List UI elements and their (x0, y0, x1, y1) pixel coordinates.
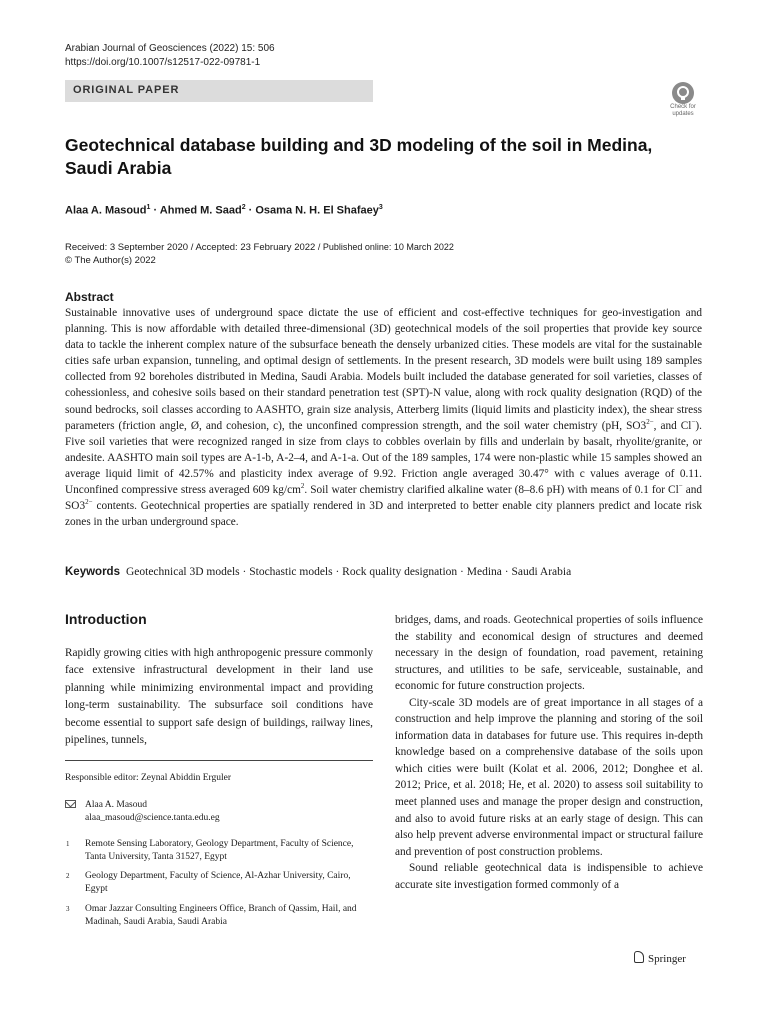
abstract-heading: Abstract (65, 290, 114, 304)
check-for-updates-badge[interactable] (661, 82, 705, 124)
published-date: / Published online: 10 March 2022 (315, 242, 454, 252)
article-dates (65, 241, 454, 267)
affiliation-number: 2 (66, 872, 70, 880)
abstract-sup: − (678, 482, 683, 491)
abstract-text: and SO3 (65, 484, 703, 513)
author-name[interactable]: Alaa A. Masoud (65, 204, 147, 217)
intro-paragraph: Sound reliable geotechnical data is indispensible to achieve accurate site investigation formed commonly of a (395, 862, 703, 891)
intro-paragraph: City-scale 3D models are of great importance in all stages of a construction and help improve the planning and storing of the soil information data in databases for future use. This requires in-depth knowledge based on a comprehensive database of the soils upon which cities were built (Kolat et al. 2006, 2012; Donghee et al. 2012; Price, et al. 2018; He, et al. 2020) to assess soil suitability to meet planned uses and manage the proper design and construction, and also to avoid future risks at an early stage of design. This can also help prevent adverse environmental impact or structural failure and prevention of post construction problems. (395, 696, 703, 858)
abstract-text: Sustainable innovative uses of underground space dictate the use of efficient and cost-effective techniques for geo-investigation and planning. This is now affordable with detailed three-dimensional (3D) geotechnical models of the soil properties that provide key source data to tackle the inherent complex nature of the subsurface beneath the densely urbanized cities. These models are vital for the sustainable cities safe urban expansion, tunneling, and optimal design of settlements. In the present research, 3D models were built using 189 samples collected from 92 boreholes distributed in Medina, Saudi Arabia. Models built included the database generated for soil varieties, classes of cohessionless, and cohesive soils based on their standard penetration test (SPT)-N value, along with rock quality designation (RQD) of the sound bedrocks, soil classes according to AASHTO, grain size analysis, Atterberg limits (liquid limits and plasticity index), the shear stress parameters (friction angle, Ø, and cohesion, c), the unconfined compression strength, and the soil water chemistry (pH, SO3 (65, 307, 702, 432)
corresponding-author (85, 799, 220, 824)
paper-title: Geotechnical database building and 3D modeling of the soil in Medina, Saudi Arabia (65, 135, 653, 178)
envelope-icon (65, 800, 76, 808)
publisher-name: Springer (648, 953, 686, 965)
section-label: ORIGINAL PAPER (73, 84, 180, 96)
section-ribbon (65, 80, 373, 102)
copyright-notice: © The Author(s) 2022 (65, 255, 156, 266)
author-list (65, 204, 383, 217)
abstract-text: ). Five soil varieties that were recognized ranged in size from clays to cobbles overlain by fills and underlain by basalt, rhyolite/granite, or andesite. AASHTO main soil types are A-1-b, A-2–4, and A-1-a. Out of the 189 samples, 174 were non-plastic while 15 samples showed an average liquid limit of 42.57% and plasticity index average of 9.92. Friction angle averaged 30.47° with c values average of 0.11. Unconfined compressive stress averaged 609 kg/cm (65, 419, 702, 497)
abstract-text: . Soil water chemistry clarified alkaline water (8–8.6 pH) with means of 0.1 for Cl (304, 484, 679, 497)
affiliation-2: Geology Department, Faculty of Science, Al-Azhar University, Cairo, Egypt (85, 871, 351, 894)
corresponding-name: Alaa A. Masoud (85, 800, 148, 810)
author-affiliation-mark: 2 (241, 204, 246, 211)
journal-citation: Arabian Journal of Geosciences (2022) 15: 506 (65, 43, 275, 54)
author-name[interactable]: Ahmed M. Saad (159, 204, 242, 217)
abstract-sup: − (691, 417, 696, 426)
author-separator: · (150, 204, 160, 217)
author-affiliation-mark: 1 (146, 204, 151, 211)
intro-left-paragraph: Rapidly growing cities with high anthropogenic pressure commonly face extensive infrastructural development in their land use planning while minimizing environmental impact and providing long-term sustainability. The subsurface soil conditions have become essential to support safe design of buildings, railway lines, pipelines, tunnels, (65, 647, 373, 747)
affiliation-1: Remote Sensing Laboratory, Geology Department, Faculty of Science, Tanta University, Tanta 31527, Egypt (85, 839, 354, 862)
abstract-body (65, 305, 702, 530)
received-accepted-dates: Received: 3 September 2020 / Accepted: 23 February 2022 (65, 242, 316, 253)
abstract-sup: 2− (646, 417, 654, 426)
badge-text-1: Check for (670, 104, 696, 110)
affiliation-3: Omar Jazzar Consulting Engineers Office, Branch of Qassim, Hail, and Madinah, Saudi Arabia, Saudi Arabia (85, 904, 357, 927)
publisher-logo (634, 951, 686, 965)
abstract-sup: 2− (85, 498, 93, 507)
affiliation-number: 1 (66, 840, 70, 848)
keywords (65, 566, 705, 578)
footnote-divider (65, 760, 373, 761)
crossmark-icon (672, 82, 694, 104)
journal-header (65, 42, 275, 70)
abstract-text: contents. Geotechnical properties are spatially rendered in 3D and interpreted to better enable city planners predict and locate risk zones in the urban underground space. (65, 500, 702, 529)
keywords-label: Keywords (65, 566, 120, 578)
author-name[interactable]: Osama N. H. El Shafaey (255, 204, 379, 217)
author-affiliation-mark: 3 (378, 204, 383, 211)
corresponding-email[interactable]: alaa_masoud@science.tanta.edu.eg (85, 812, 220, 823)
keywords-list: Geotechnical 3D models · Stochastic models · Rock quality designation · Medina · Saudi Arabia (125, 566, 572, 578)
badge-text-2: updates (672, 111, 694, 117)
responsible-editor: Responsible editor: Zeynal Abiddin Erguler (65, 773, 232, 783)
intro-paragraph: bridges, dams, and roads. Geotechnical properties of soils influence the stability and economical design of structures and deemed necessary in the design of foundation, road pavement, retaining structures, and utilities to be safe, serviceable, sustainable, and economic for future construction projects. (395, 614, 703, 693)
author-separator: · (245, 204, 256, 217)
intro-right-column (395, 612, 703, 893)
introduction-heading: Introduction (65, 611, 147, 627)
doi-link[interactable]: https://doi.org/10.1007/s12517-022-09781-1 (65, 57, 261, 68)
abstract-text: , and Cl (653, 419, 692, 432)
abstract-sup: 2 (300, 482, 305, 491)
affiliation-number: 3 (66, 905, 70, 913)
springer-horse-icon (634, 951, 644, 963)
